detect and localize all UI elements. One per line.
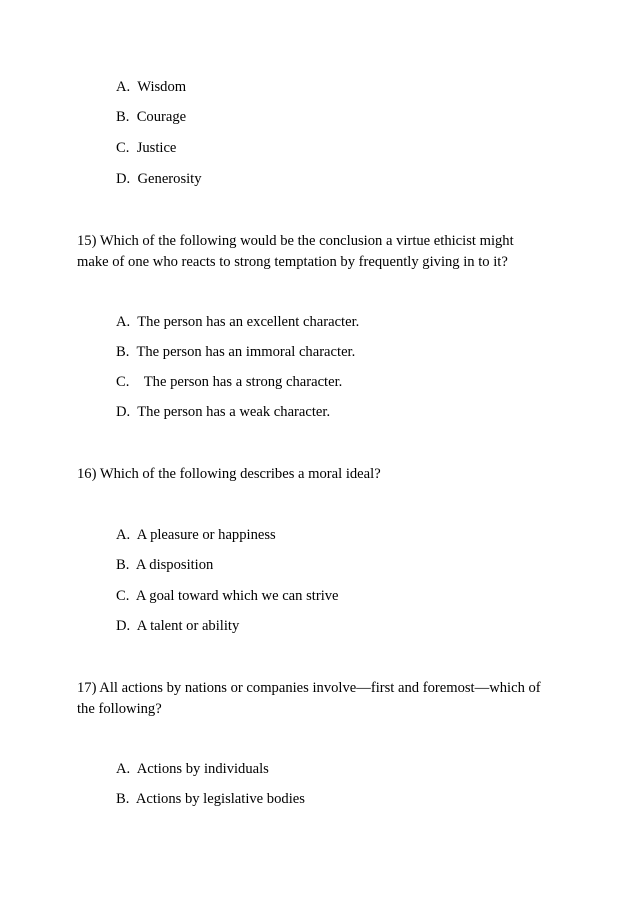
option-letter: A. — [116, 761, 131, 777]
question-16-line-1: 16) Which of the following describes a moral ideal? — [77, 466, 381, 482]
question-17-line-1: 17) All actions by nations or companies involve—first and foremost—which of — [77, 680, 541, 696]
option-letter: D. — [116, 171, 131, 187]
option-letter: A. — [116, 527, 131, 543]
option-text: The person has an excellent character. — [137, 314, 360, 330]
option-letter: D. — [116, 618, 131, 634]
option-letter: D. — [116, 404, 131, 420]
option-letter: B. — [116, 109, 130, 125]
option-letter: A. — [116, 79, 131, 95]
option-text: A pleasure or happiness — [136, 527, 276, 543]
question-15-line-2: make of one who reacts to strong temptation by frequently giving in to it? — [77, 254, 508, 270]
option-text: The person has a weak character. — [137, 404, 331, 420]
question-17-line-2: the following? — [77, 701, 162, 717]
option-letter: B. — [116, 344, 130, 360]
option-text: The person has a strong character. — [143, 374, 343, 390]
option-c — [116, 141, 176, 156]
option-text: A disposition — [135, 557, 214, 573]
option-text: Generosity — [137, 171, 202, 187]
option-letter: C. — [116, 374, 130, 390]
option-text: Wisdom — [137, 79, 187, 95]
option-letter: C. — [116, 140, 130, 156]
option-letter: A. — [116, 314, 131, 330]
question-15-line-1: 15) Which of the following would be the conclusion a virtue ethicist might — [77, 233, 514, 249]
option-d — [116, 619, 239, 634]
option-text: The person has an immoral character. — [136, 344, 356, 360]
option-d — [116, 172, 202, 187]
option-a — [116, 528, 276, 543]
option-text: Courage — [136, 109, 187, 125]
option-b — [116, 792, 305, 807]
option-letter: B. — [116, 557, 130, 573]
option-a — [116, 762, 269, 777]
option-text: Justice — [136, 140, 177, 156]
option-text: Actions by legislative bodies — [135, 791, 305, 807]
option-d — [116, 405, 330, 420]
option-b — [116, 558, 213, 573]
option-text: A goal toward which we can strive — [135, 588, 339, 604]
option-letter: C. — [116, 588, 130, 604]
option-a — [116, 80, 186, 95]
option-c — [116, 589, 339, 604]
option-letter: B. — [116, 791, 130, 807]
option-a — [116, 315, 359, 330]
option-text: Actions by individuals — [136, 761, 269, 777]
option-c — [116, 375, 342, 390]
option-b — [116, 110, 186, 125]
option-b — [116, 345, 355, 360]
option-text: A talent or ability — [136, 618, 240, 634]
